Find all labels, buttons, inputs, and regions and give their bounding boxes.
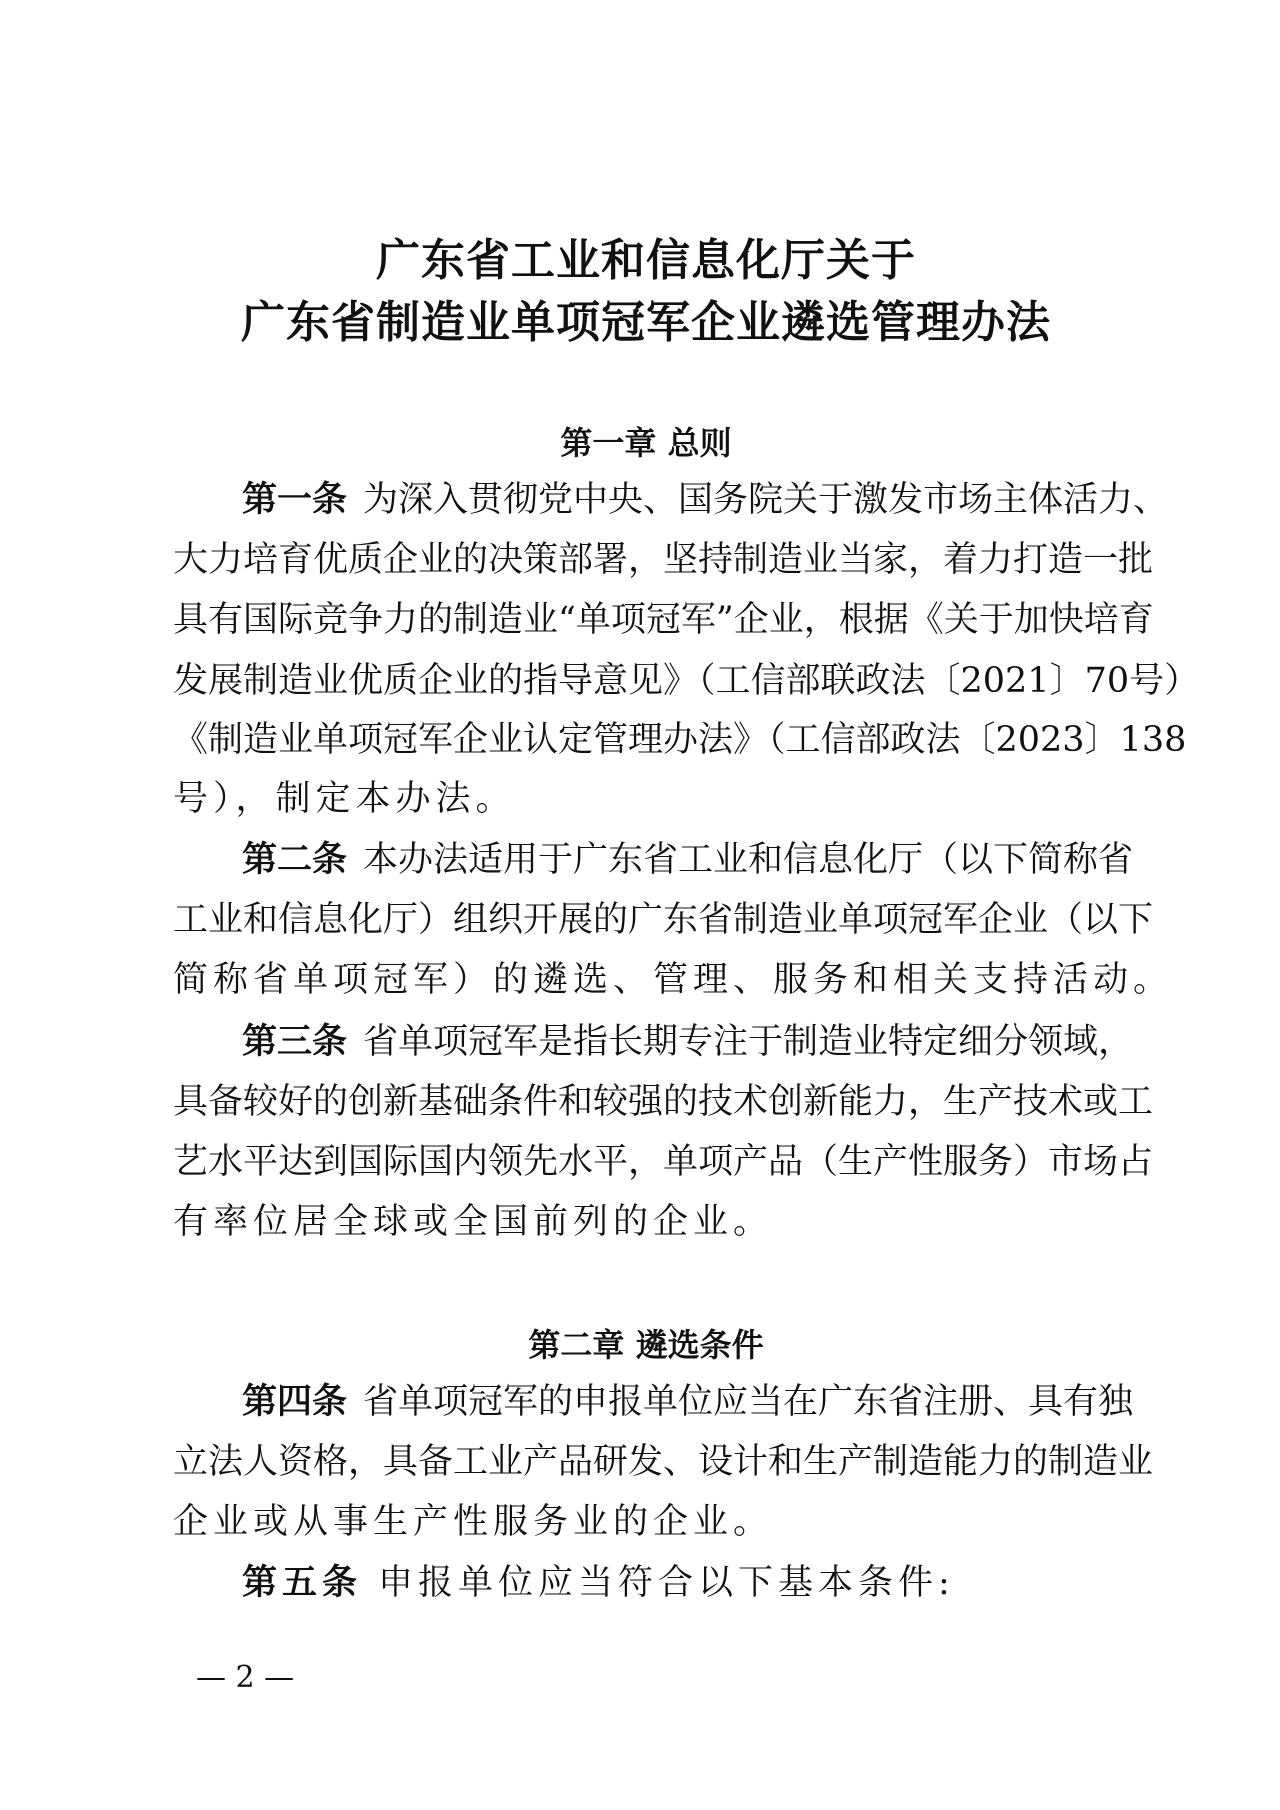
chapter-heading: 第一章 总则 — [560, 424, 732, 462]
article-text: 具备较好的创新基础条件和较强的技术创新能力，生产技术或工 — [173, 1082, 1154, 1122]
article-label: 第五条 — [242, 1563, 363, 1603]
article-line — [242, 1561, 1118, 1605]
article-text: 有率位居全球或全国前列的企业。 — [173, 1202, 774, 1242]
article-label: 第二条 — [242, 840, 348, 880]
document-title-line-1: 广东省工业和信息化厅关于 — [376, 235, 916, 286]
article-line — [173, 777, 1118, 821]
article-line — [173, 1140, 1154, 1184]
document-title-line-2: 广东省制造业单项冠军企业遴选管理办法 — [241, 297, 1051, 348]
article-line — [242, 1020, 1134, 1064]
page-number: — 2 — — [196, 1660, 295, 1695]
article-text: 发展制造业优质企业的指导意见》（工信部联政法〔2021〕70号） — [173, 661, 1200, 701]
article-text: 本办法适用于广东省工业和信息化厅（以下简称省 — [363, 840, 1134, 880]
article-text: 企业或从事生产性服务业的企业。 — [173, 1502, 774, 1542]
article-line — [173, 1080, 1154, 1124]
article-text: 省单项冠军是指长期专注于制造业特定细分领域， — [363, 1022, 1134, 1062]
article-line — [173, 898, 1154, 942]
article-line — [173, 958, 1174, 1002]
article-text: 申报单位应当符合以下基本条件: — [378, 1563, 955, 1603]
article-line — [173, 718, 1187, 762]
article-line — [173, 659, 1200, 703]
article-text: 立法人资格，具备工业产品研发、设计和生产制造能力的制造业 — [173, 1442, 1154, 1482]
article-text: 《制造业单项冠军企业认定管理办法》（工信部政法〔2023〕138 — [173, 720, 1187, 760]
article-line — [173, 538, 1154, 582]
article-text: 具有国际竞争力的制造业“单项冠军”企业，根据《关于加快培育 — [173, 600, 1154, 640]
article-text: 大力培育优质企业的决策部署，坚持制造业当家，着力打造一批 — [173, 540, 1154, 580]
article-text: 艺水平达到国际国内领先水平，单项产品（生产性服务）市场占 — [173, 1142, 1154, 1182]
article-line — [242, 1380, 1134, 1424]
article-line — [173, 1500, 1118, 1544]
article-text: 省单项冠军的申报单位应当在广东省注册、具有独 — [363, 1382, 1134, 1422]
article-text: 工业和信息化厅）组织开展的广东省制造业单项冠军企业（以下 — [173, 900, 1154, 940]
article-line — [242, 478, 1169, 522]
article-line — [173, 598, 1154, 642]
article-text: 为深入贯彻党中央、国务院关于激发市场主体活力、 — [363, 480, 1169, 520]
article-text: 号），制定本办法。 — [173, 779, 516, 819]
article-line — [173, 1200, 1118, 1244]
article-label: 第三条 — [242, 1022, 348, 1062]
article-label: 第一条 — [242, 480, 348, 520]
article-text: 简称省单项冠军）的遴选、管理、服务和相关支持活动。 — [173, 960, 1174, 1000]
article-line — [173, 1440, 1154, 1484]
article-line — [242, 838, 1134, 882]
article-label: 第四条 — [242, 1382, 348, 1422]
chapter-heading: 第二章 遴选条件 — [528, 1326, 764, 1364]
